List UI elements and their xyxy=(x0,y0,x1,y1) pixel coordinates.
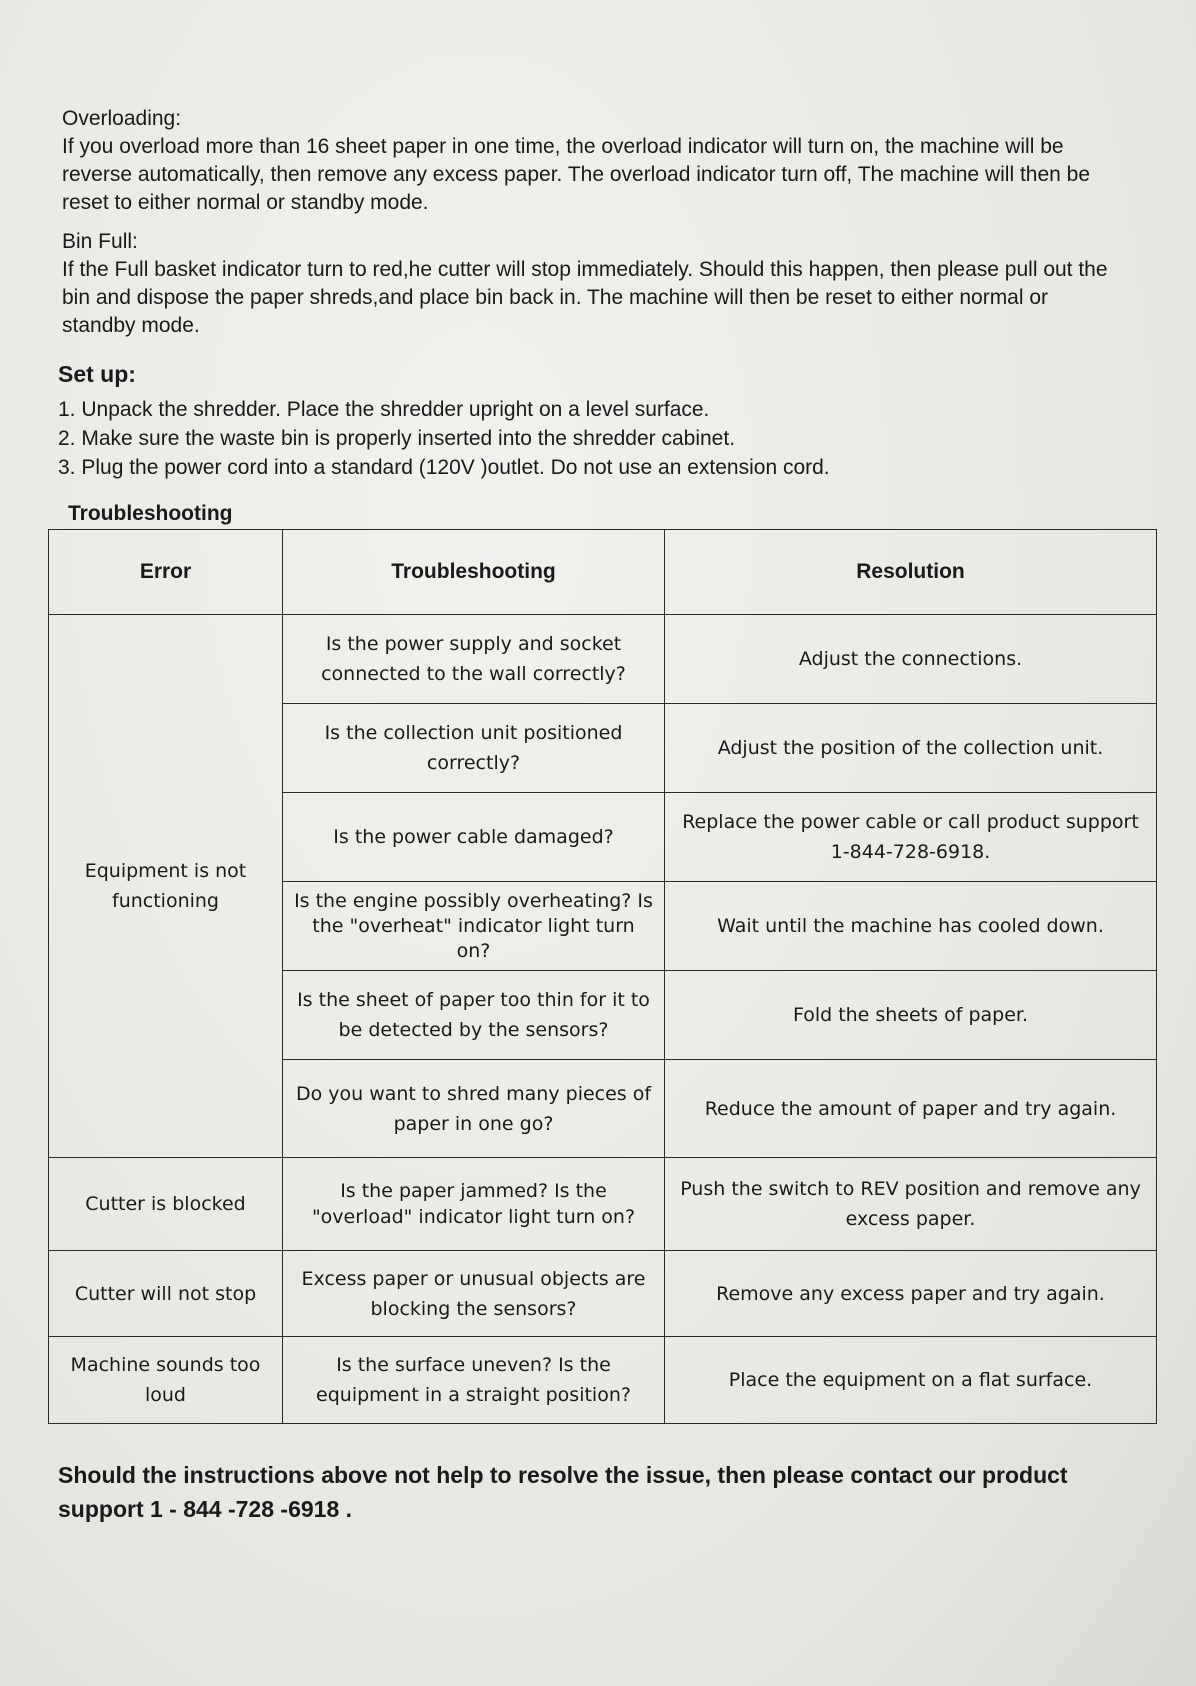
setup-step: 2. Make sure the waste bin is properly inserted into the shredder cabinet. xyxy=(58,427,736,450)
resolution-cell: Adjust the connections. xyxy=(665,615,1157,704)
bin-full-text: If the Full basket indicator turn to red,he cutter will stop immediately. Should this happen, then please pull out the bin and dispose the paper shreds,and place bin back in. The machine will then be reset to either normal or standby mode. xyxy=(62,258,1108,337)
check-cell: Is the power cable damaged? xyxy=(283,793,665,882)
resolution-cell: Reduce the amount of paper and try again. xyxy=(665,1060,1157,1158)
error-cell: Equipment is not functioning xyxy=(49,615,283,1158)
setup-step: 3. Plug the power cord into a standard (120V )outlet. Do not use an extension cord. xyxy=(58,456,830,479)
bin-full-section xyxy=(62,228,1122,340)
troubleshooting-title: Troubleshooting xyxy=(68,502,233,525)
resolution-cell: Remove any excess paper and try again. xyxy=(665,1251,1157,1337)
setup-heading: Set up: xyxy=(58,361,136,387)
resolution-cell: Adjust the position of the collection unit. xyxy=(665,704,1157,793)
resolution-cell: Fold the sheets of paper. xyxy=(665,971,1157,1060)
table-header-row xyxy=(49,530,1157,615)
table-row xyxy=(49,1158,1157,1251)
table-row xyxy=(49,1251,1157,1337)
table-row xyxy=(49,615,1157,704)
check-cell: Excess paper or unusual objects are blocking the sensors? xyxy=(283,1251,665,1337)
error-cell: Cutter is blocked xyxy=(49,1158,283,1251)
error-cell: Cutter will not stop xyxy=(49,1251,283,1337)
setup-section xyxy=(58,360,1118,482)
table-row xyxy=(49,1337,1157,1424)
check-cell: Is the collection unit positioned correctly? xyxy=(283,704,665,793)
error-cell: Machine sounds too loud xyxy=(49,1337,283,1424)
check-cell: Is the power supply and socket connected to the wall correctly? xyxy=(283,615,665,704)
check-cell: Is the surface uneven? Is the equipment in a straight position? xyxy=(283,1337,665,1424)
overloading-heading: Overloading: xyxy=(62,107,182,130)
resolution-cell: Push the switch to REV position and remove any excess paper. xyxy=(665,1158,1157,1251)
troubleshooting-table xyxy=(48,529,1157,1424)
check-cell: Is the paper jammed? Is the "overload" indicator light turn on? xyxy=(283,1158,665,1251)
header-resolution: Resolution xyxy=(665,530,1157,615)
check-cell: Do you want to shred many pieces of paper in one go? xyxy=(283,1060,665,1158)
support-footer: Should the instructions above not help to resolve the issue, then please contact our product support 1 - 844 -728 -6918 . xyxy=(58,1462,1068,1522)
header-error: Error xyxy=(49,530,283,615)
resolution-cell: Place the equipment on a flat surface. xyxy=(665,1337,1157,1424)
header-troubleshooting: Troubleshooting xyxy=(283,530,665,615)
resolution-cell: Replace the power cable or call product support 1-844-728-6918. xyxy=(665,793,1157,882)
overloading-text: If you overload more than 16 sheet paper in one time, the overload indicator will turn on, the machine will be reverse automatically, then remove any excess paper. The overload indicator turn off, The machine will then be reset to either normal or standby mode. xyxy=(62,135,1091,214)
overloading-section xyxy=(62,105,1122,217)
bin-full-heading: Bin Full: xyxy=(62,230,138,253)
check-cell: Is the engine possibly overheating? Is the "overheat" indicator light turn on? xyxy=(283,882,665,971)
check-cell: Is the sheet of paper too thin for it to be detected by the sensors? xyxy=(283,971,665,1060)
resolution-cell: Wait until the machine has cooled down. xyxy=(665,882,1157,971)
setup-step: 1. Unpack the shredder. Place the shredder upright on a level surface. xyxy=(58,398,710,421)
